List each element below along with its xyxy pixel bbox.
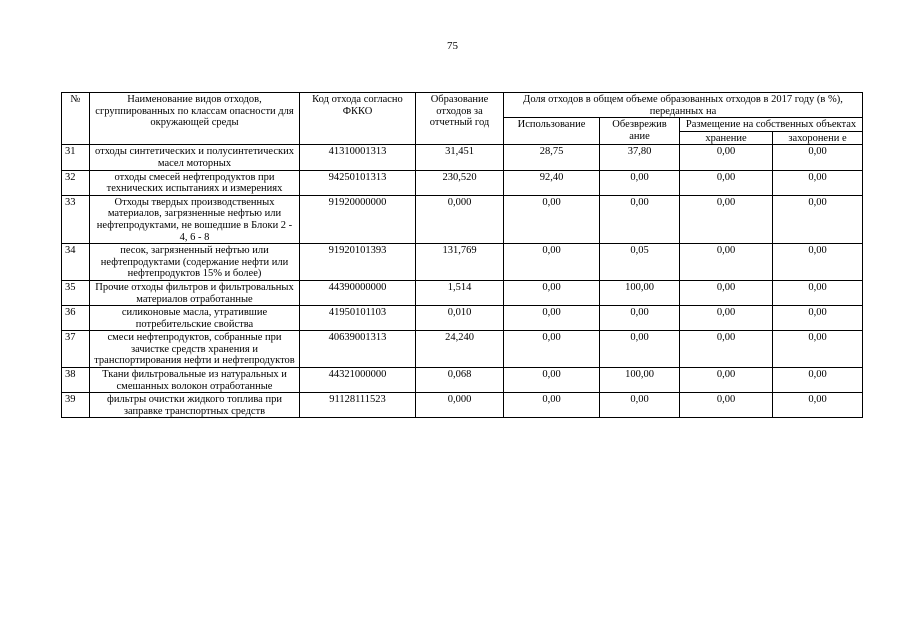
waste-code: 94250101313	[300, 170, 416, 195]
row-number: 39	[62, 393, 90, 418]
row-number: 35	[62, 280, 90, 305]
header-burial: захоронени е	[773, 131, 863, 145]
header-share: Доля отходов в общем объеме образованных отходов в 2017 году (в %), переданных на	[504, 93, 863, 118]
waste-code: 40639001313	[300, 331, 416, 368]
neutralization-share: 0,00	[600, 170, 680, 195]
waste-code: 44390000000	[300, 280, 416, 305]
header-use: Использование	[504, 118, 600, 145]
formed-amount: 1,514	[416, 280, 504, 305]
burial-share: 0,00	[773, 393, 863, 418]
use-share: 92,40	[504, 170, 600, 195]
table-row	[62, 368, 863, 393]
burial-share: 0,00	[773, 170, 863, 195]
table-row	[62, 145, 863, 170]
waste-name: Отходы твердых производственных материалов, загрязненные нефтью или нефтепродуктами, не вошедшие в Блоки 2 - 4, 6 - 8	[90, 195, 300, 243]
burial-share: 0,00	[773, 306, 863, 331]
row-number: 31	[62, 145, 90, 170]
header-waste-code: Код отхода согласно ФККО	[300, 93, 416, 145]
table-row	[62, 393, 863, 418]
formed-amount: 24,240	[416, 331, 504, 368]
neutralization-share: 0,00	[600, 195, 680, 243]
row-number: 32	[62, 170, 90, 195]
neutralization-share: 100,00	[600, 368, 680, 393]
header-placement: Размещение на собственных объектах	[680, 118, 863, 132]
neutralization-share: 0,00	[600, 331, 680, 368]
burial-share: 0,00	[773, 331, 863, 368]
page-number: 75	[447, 40, 458, 52]
table-row	[62, 244, 863, 281]
use-share: 28,75	[504, 145, 600, 170]
neutralization-share: 100,00	[600, 280, 680, 305]
row-number: 36	[62, 306, 90, 331]
waste-name: отходы смесей нефтепродуктов при технических испытаниях и измерениях	[90, 170, 300, 195]
table-row	[62, 331, 863, 368]
row-number: 33	[62, 195, 90, 243]
burial-share: 0,00	[773, 280, 863, 305]
storage-share: 0,00	[680, 280, 773, 305]
table-row	[62, 306, 863, 331]
use-share: 0,00	[504, 280, 600, 305]
burial-share: 0,00	[773, 368, 863, 393]
neutralization-share: 0,05	[600, 244, 680, 281]
table-row	[62, 280, 863, 305]
row-number: 38	[62, 368, 90, 393]
table-row	[62, 195, 863, 243]
formed-amount: 0,068	[416, 368, 504, 393]
use-share: 0,00	[504, 393, 600, 418]
burial-share: 0,00	[773, 145, 863, 170]
storage-share: 0,00	[680, 170, 773, 195]
burial-share: 0,00	[773, 195, 863, 243]
row-number: 37	[62, 331, 90, 368]
header-storage: хранение	[680, 131, 773, 145]
neutralization-share: 37,80	[600, 145, 680, 170]
waste-name: отходы синтетических и полусинтетических масел моторных	[90, 145, 300, 170]
waste-code: 91920101393	[300, 244, 416, 281]
waste-name: фильтры очистки жидкого топлива при заправке транспортных средств	[90, 393, 300, 418]
formed-amount: 0,010	[416, 306, 504, 331]
waste-name: песок, загрязненный нефтью или нефтепродуктами (содержание нефти или нефтепродуктов 15% и более)	[90, 244, 300, 281]
header-formed: Образование отходов за отчетный год	[416, 93, 504, 145]
storage-share: 0,00	[680, 368, 773, 393]
storage-share: 0,00	[680, 393, 773, 418]
header-row-1	[62, 93, 863, 118]
formed-amount: 230,520	[416, 170, 504, 195]
waste-table	[61, 92, 863, 418]
waste-name: Ткани фильтровальные из натуральных и смешанных волокон отработанные	[90, 368, 300, 393]
use-share: 0,00	[504, 368, 600, 393]
formed-amount: 0,000	[416, 393, 504, 418]
use-share: 0,00	[504, 306, 600, 331]
storage-share: 0,00	[680, 195, 773, 243]
waste-code: 44321000000	[300, 368, 416, 393]
storage-share: 0,00	[680, 145, 773, 170]
storage-share: 0,00	[680, 331, 773, 368]
burial-share: 0,00	[773, 244, 863, 281]
waste-name: смеси нефтепродуктов, собранные при зачистке средств хранения и транспортирования нефти и нефтепродуктов	[90, 331, 300, 368]
neutralization-share: 0,00	[600, 393, 680, 418]
waste-code: 91920000000	[300, 195, 416, 243]
waste-name: Прочие отходы фильтров и фильтровальных материалов отработанные	[90, 280, 300, 305]
neutralization-share: 0,00	[600, 306, 680, 331]
table-row	[62, 170, 863, 195]
header-number: №	[62, 93, 90, 145]
waste-code: 91128111523	[300, 393, 416, 418]
waste-code: 41950101103	[300, 306, 416, 331]
storage-share: 0,00	[680, 306, 773, 331]
formed-amount: 0,000	[416, 195, 504, 243]
waste-name: силиконовые масла, утратившие потребительские свойства	[90, 306, 300, 331]
formed-amount: 31,451	[416, 145, 504, 170]
use-share: 0,00	[504, 195, 600, 243]
use-share: 0,00	[504, 331, 600, 368]
header-neutralization: Обезврежив ание	[600, 118, 680, 145]
waste-code: 41310001313	[300, 145, 416, 170]
formed-amount: 131,769	[416, 244, 504, 281]
header-waste-name: Наименование видов отходов, сгруппированных по классам опасности для окружающей среды	[90, 93, 300, 145]
row-number: 34	[62, 244, 90, 281]
use-share: 0,00	[504, 244, 600, 281]
storage-share: 0,00	[680, 244, 773, 281]
